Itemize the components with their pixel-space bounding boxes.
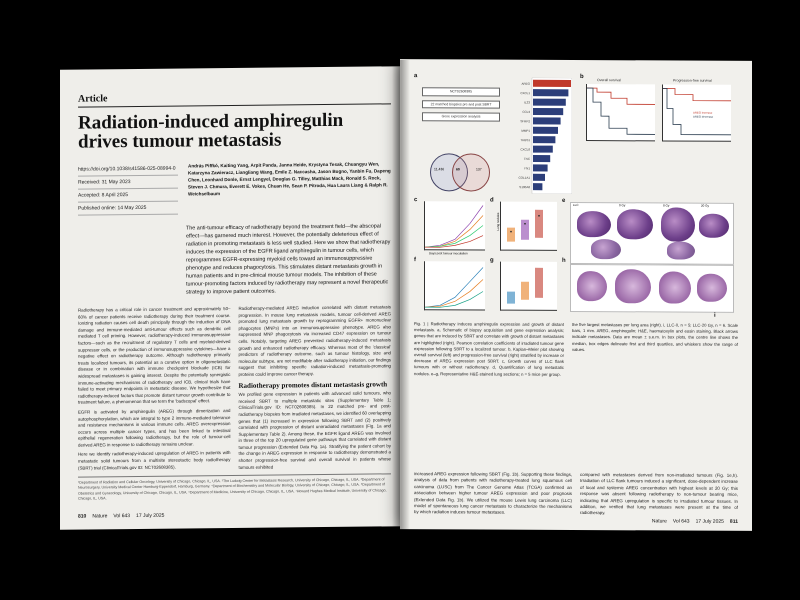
gene-label: CXCL8	[520, 147, 530, 152]
article-title: Radiation-induced amphiregulin drives tumour metastasis	[78, 109, 344, 153]
section-heading: Radiotherapy promotes distant metastasis growth	[238, 379, 388, 390]
section-label: Article	[78, 93, 108, 105]
body-column-right	[239, 304, 392, 474]
dot-plot-2	[500, 262, 557, 311]
issue-date: 17 July 2025	[136, 512, 165, 520]
page-footer-right	[414, 517, 738, 525]
panel-label-h: h	[562, 257, 566, 264]
gene-bar	[533, 117, 561, 124]
micro-label-8gy: 8 Gy	[663, 203, 670, 208]
right-page	[400, 59, 752, 531]
author-list: András Piffkó, Kaiting Yang, Arpit Panda, Janna Heide, Krystyna Tesak, Chuangyu Wen, Katarzyna Zawieracz, Liangliang Wang, Emile Z. Naccasha, Jason Bugno, Yanbin Fu, Dapeng Chen, Leonhard Donle, Ernst Lengyel, Douglas G. Tilley, Matthias Mack, Ronald S. Rock, Steven J. Chmura, Everett E. Vokes, Chuan He, Sean P. Pitroda, Hua Laura Liang & Ralph R. Weichselbaum	[188, 161, 391, 197]
body-column-left	[78, 306, 231, 476]
growth-curves-2	[425, 261, 485, 309]
venn-count-left: 11,436	[434, 167, 445, 172]
caption-continuation: the five largest metastases per lung area (right). i, LLC-0, n = 5; LLC-20 Gy, n = 6. Scale bars, 1 mm. AREG, amphiregulin; H&E, haematoxylin and eosin staining. Black arrows indicate metastases. Data are mean ± s.e.m. In box plots, the centre line shows the median, box edges delineate first and third quartiles, and whiskers show the range of values.	[572, 321, 738, 352]
tumour-growth-plot	[424, 201, 485, 256]
gene-label: MMP1	[521, 128, 530, 133]
lung-histology-row-1	[570, 202, 734, 265]
survival-plots	[582, 78, 730, 145]
km-legend-decrease: AREG decrease	[693, 114, 714, 119]
journal-name: Nature	[92, 513, 108, 520]
lung-histology-row-2	[570, 264, 734, 313]
venn-count-overlap: 60	[456, 167, 460, 172]
abstract: The anti-tumour efficacy of radiotherapy beyond the treatment field—the abscopal effect—has garnered much interest. However, the potentially deleterious effect of radiation in promoting metastasis is less well studied. Here we show that radiotherapy induces the expression of the EGFR ligand amphiregulin in tumour cells, which reprogrammes EGFR-expressing myeloid cells toward an immunosuppressive phenotype and reduces phagocytosis. This stimulates distant metastasis growth in human patients and in pre-clinical mouse tumour models. The inhibition of these tumour-promoting factors induced by radiotherapy may represent a novel therapeutic strategy to improve patient outcomes.	[186, 223, 391, 296]
journal-name: Nature	[651, 518, 667, 525]
body-paragraph: Radiotherapy has a critical role in cancer treatment and approximately 50–60% of cancer patients receive radiotherapy during their treatment course. Ionizing radiation causes cell death principally through the induction of DNA damage and immune-mediated anti-tumour effects such as dendritic cell mediated T cell priming. However, radiotherapy-induced immunosuppressive factors—such as the recruitment of regulatory T cells and myeloid-derived suppressor cells, or the production of immunosuppressive cytokines—have a negative effect on radiotherapy outcome. Although radiotherapy primarily treats localized tumours, its potential as a curative option in oligometastatic disease or in combination with immune checkpoint blockade (ICB) for widespread metastases is gaining interest. Despite the potentially synergistic immune-activating mechanisms of radiotherapy and ICB, clinical trials have failed to meet primary endpoints in metastatic disease. We hypothesize that radiotherapy-induced factors that promote distant tumour growth contribute to treatment failure, a phenomenon that we term the 'badscopal' effect.	[78, 306, 231, 405]
micro-label-0gy: 0 Gy	[619, 203, 626, 208]
micro-label-20gy: 20 Gy	[701, 203, 710, 208]
gene-bar	[533, 89, 568, 96]
panel-label-b: b	[580, 74, 584, 81]
panel-label-f: f	[414, 257, 416, 264]
gene-label: COL1A1	[518, 175, 530, 180]
gene-label: FN1	[524, 166, 530, 171]
panel-label-a: a	[414, 73, 418, 80]
figure-1	[414, 73, 734, 319]
body-column-right-1: increased AREG expression following SBRT (Fig. 1b). Supporting these findings, analysis of data from patients with radiotherapy-treated lung squamous cell carcinoma (LUSC) from The Cancer Genome Atlas (TCGA) confirmed an association between higher tumour AREG expression and poor prognosis (Extended Data Fig. 1b). We utilized the mouse Lewis lung carcinoma (LLC) model of spontaneous lung cancer metastasis to characterize the mechanisms by which radiation induces tumour metastases.	[414, 471, 572, 516]
gene-label: AREG	[521, 81, 530, 86]
published-date: Published online: 14 May 2025	[78, 202, 178, 216]
panel-label-e: e	[562, 197, 566, 204]
received-date: Received: 31 May 2023	[78, 176, 178, 190]
figure-caption: Fig. 1 | Radiotherapy induces amphiregulin expression and growth of distant metastasis. a, Schematic of biopsy acquisition and gene expression analysis; genes that are induced by SBRT and correlate with growth of distant metastases are highlighted (right). Pearson correlation coefficients of irradiated tumour gene expression following SBRT to a localized tumour. b, Kaplan–Meier plot showing overall survival (left) and progression-free survival (right) stratified by increase or decrease of AREG expression post SBRT. c, Growth curves of LLC flank tumours with or without radiotherapy. d, Quantification of lung metastatic nodules. e–g, Representative H&E-stained lung sections; n = 5 mice per group.	[414, 321, 564, 377]
pfs-plot	[662, 78, 731, 141]
gene-bar	[533, 99, 566, 106]
body-paragraph: EGFR is activated by amphiregulin (AREG) through dimerization and autophosphorylation, which are integral to type 2 immune-mediated tolerance and resistance mechanisms in various immune cells. AREG overexpression occurs across multiple cancer types, and has been linked to intestinal epithelial regeneration following radiotherapy, but the role of tumour-cell derived AREG in response to radiotherapy remains unclear.	[78, 407, 231, 448]
body-text-right	[414, 471, 738, 518]
publication-dates	[78, 163, 178, 216]
nodule-boxes	[501, 202, 557, 250]
affiliations-footnote: ¹Department of Radiation and Cellular Oncology, University of Chicago, Chicago, IL, USA. ²The Ludwig Center for Metastasis Research, University of Chicago, Chicago, IL, USA. ³Department of Neurosurgery, University Medical Center Hamburg-Eppendorf, Hamburg, Germany. ⁴Department of Biochemistry and Molecular Biology, University of Chicago, Chicago, IL, USA. ⁵Department of Obstetrics and Gynecology, University of Chicago, Chicago, IL, USA. ⁶Department of Medicine, University of Chicago, Chicago, IL, USA. ⁷Howard Hughes Medical Institute, University of Chicago, Chicago, IL, USA.	[78, 474, 391, 502]
study-flow-diagram	[422, 87, 500, 125]
gene-label: SFRP2	[520, 119, 530, 124]
journal-volume: Vol 643	[113, 513, 131, 520]
growth-plot-2	[424, 261, 485, 310]
nodule-ylabel: Lung nodules	[496, 212, 501, 231]
km-legend-increase: AREG increase	[693, 110, 713, 115]
journal-volume: Vol 643	[672, 518, 690, 525]
page-footer-left	[78, 510, 391, 519]
panel-label-d: d	[490, 197, 494, 204]
gene-bar	[533, 155, 550, 162]
flow-box-analysis: Gene expression analysis	[422, 112, 500, 121]
gene-bar	[533, 183, 542, 190]
panel-label-i: i	[714, 312, 716, 319]
gene-bar	[533, 80, 571, 87]
page-number: 810	[78, 513, 87, 520]
os-curves	[587, 84, 655, 140]
gene-bar-chart	[514, 78, 572, 194]
gene-label: CCL3	[522, 109, 530, 114]
gene-label: THBS1	[520, 138, 530, 143]
gene-bar	[533, 164, 548, 171]
ranked-gene-bars	[514, 78, 572, 194]
gene-bar	[533, 174, 545, 181]
accepted-date: Accepted: 8 April 2025	[78, 189, 178, 203]
book-gutter-shadow	[392, 60, 410, 530]
gene-bar	[533, 136, 555, 143]
flow-box-biopsies: 22 matched biopsies pre and post SBRT	[422, 100, 500, 109]
gene-bar	[533, 108, 563, 115]
growth-curves	[425, 201, 485, 249]
gene-label: S100A8	[519, 185, 530, 190]
venn-count-right: 137	[476, 167, 482, 172]
body-paragraph: Here we identify radiotherapy-induced upregulation of AREG in patients with metastatic solid tumours from a multisite stereotactic body radiotherapy (SBRT) trial (ClinicalTrials.gov ID: NCT02608385).	[78, 450, 231, 471]
flow-box-trial: NCT02608385	[422, 87, 500, 96]
os-title: Overall survival	[597, 78, 621, 83]
nodule-dot-plot	[496, 202, 557, 251]
gene-label: TNC	[523, 156, 530, 161]
gene-label: IL33	[524, 100, 530, 105]
doi-link[interactable]: https://doi.org/10.1038/s41586-025-08994-0	[78, 163, 178, 177]
body-columns	[78, 304, 391, 476]
growth-xlabel: Days post tumour inoculation	[429, 251, 468, 256]
box-plot-2	[501, 262, 557, 310]
venn-diagram	[426, 151, 496, 191]
overall-survival-plot	[586, 78, 655, 141]
venn-circle-right	[452, 153, 490, 191]
article-meta	[78, 160, 391, 215]
micro-label-llc: LLC	[573, 202, 579, 208]
pfs-title: Progression-free survival	[673, 78, 712, 83]
page-number: 811	[729, 518, 738, 525]
gene-bar	[533, 127, 558, 134]
gene-bar	[533, 146, 553, 153]
body-column-right-2: compared with metastases derived from non-irradiated tumours (Fig. 1e,h). Irradiation of LLC flank tumours induced a significant, dose-dependent increase of local and systemic AREG concentration with highest levels at 20 Gy; this response was absent following radiotherapy to non-tumour bearing mice, indicating that AREG upregulation is specific to irradiated tumour tissues. In addition, we verified that lung metastases were present at the time of radiotherapy.	[580, 472, 738, 516]
panel-label-c: c	[414, 197, 418, 204]
issue-date: 17 July 2025	[695, 518, 724, 525]
left-page	[60, 66, 405, 530]
gene-label: CXCL1	[520, 91, 530, 96]
panel-label-g: g	[490, 257, 494, 264]
body-paragraph: We profiled gene expression in patients with advanced solid tumours, who received SBRT to multiple metastatic sites (Supplementary Table 1; ClinicalTrials.gov ID: NCT02608385). In 22 matched pre- and post-radiotherapy biopsies from irradiated metastases, we identified 60 overlapping genes that (1) increased in expression following SBRT and (2) positively correlated with progression of distant unirradiated metastases (Fig. 1a and Supplementary Table 2). Among these, the EGFR ligand AREG was involved in three of the top 20 upregulated gene pathways that correlated with distant tumour progression (Extended Data Fig. 1a). Stratifying the patient cohort by the change in AREG expression in response to radiotherapy demonstrated a shorter progression-free survival and overall survival in patients whose tumours exhibited	[238, 390, 391, 470]
body-paragraph: Radiotherapy-mediated AREG induction correlated with distant metastasis progression. In mouse lung metastasis models, tumour cell-derived AREG promoted lung metastasis growth by reprogramming EGFR+ mononuclear phagocytes (MNPs) into an immunosuppressive phenotype. AREG also suppressed MNP phagocytosis via increased CD47 expression on tumour cells. Notably, targeting AREG prevented radiotherapy-induced metastasis growth and enhanced radiotherapy efficacy. Whereas most of the 'classical' predictors of radiotherapy outcome, such as tumour histology, size and molecular subtype, are not modifiable after radiotherapy initiation, our findings suggest that inhibiting specific radiation-induced metastasis-promoting proteins could improve cancer therapy.	[238, 304, 391, 377]
